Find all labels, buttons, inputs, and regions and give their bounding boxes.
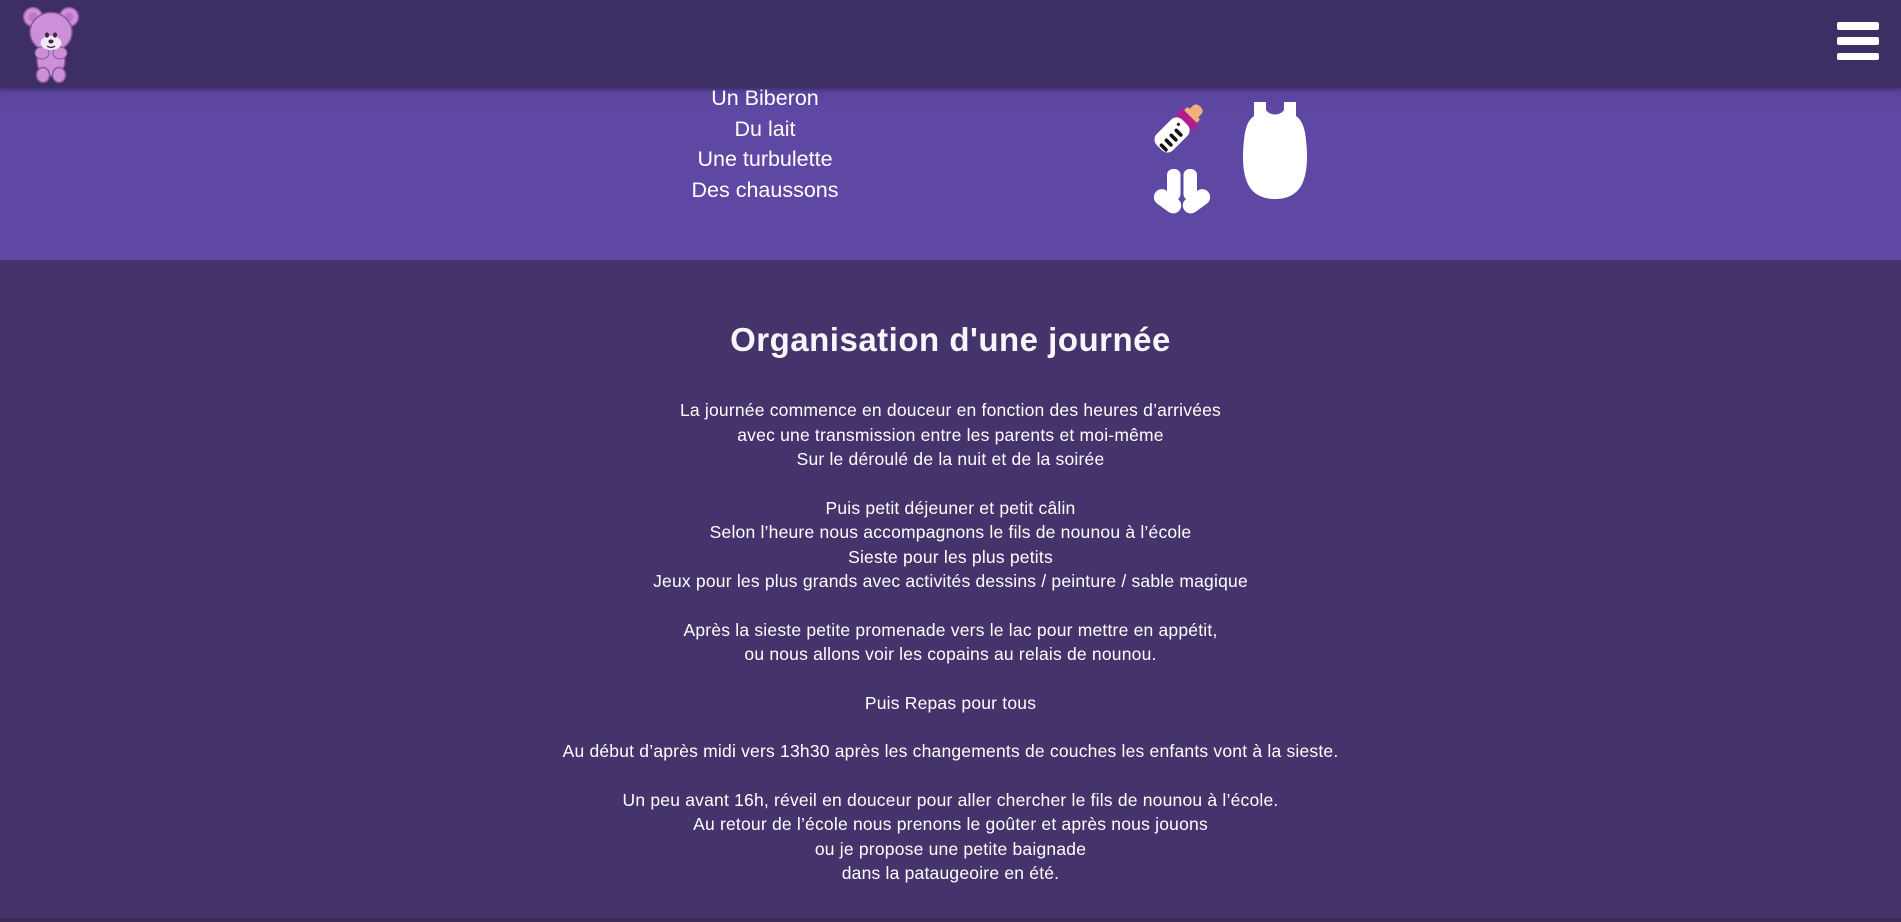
teddy-bear-icon (20, 4, 82, 84)
supplies-section (0, 88, 1901, 260)
teddy-bear-logo[interactable] (20, 4, 82, 84)
paragraph: Puis petit déjeuner et petit câlin Selon l’heure nous accompagnons le fils de nounou à l’école Sieste pour les plus petits Jeux pour les plus grands avec activités dessins / peinture / sable magique (653, 497, 1248, 591)
paragraph: Au début d’après midi vers 13h30 après les changements de couches les enfants vont à la sieste. (562, 741, 1339, 761)
list-item: Des chaussons (691, 177, 839, 202)
baby-bottle-icon (1145, 96, 1209, 165)
hamburger-menu-button[interactable] (1837, 22, 1879, 60)
hamburger-bar (1837, 53, 1879, 61)
schedule-text (0, 398, 1901, 886)
footer-edge (0, 918, 1901, 922)
paragraph: Puis Repas pour tous (864, 692, 1037, 713)
hamburger-bar (1837, 22, 1879, 30)
daily-organisation-section (0, 260, 1901, 918)
paragraph: La journée commence en douceur en fonction des heures d’arrivées avec une transmission entre les parents et moi-même Sur le déroulé de la nuit et de la soirée (679, 400, 1222, 469)
paragraph: Après la sieste petite promenade vers le lac pour mettre en appétit, ou nous allons voir les copains au relais de nounou. (683, 619, 1218, 664)
supply-list (692, 88, 839, 205)
hamburger-bar (1837, 37, 1879, 45)
paragraph: Un peu avant 16h, réveil en douceur pour aller chercher le fils de nounou à l’école. Au retour de l’école nous prenons le goûter et après nous jouons ou je propose une petite baignade dans la pataugeoire en été. (622, 789, 1279, 883)
baby-socks-icon (1150, 168, 1214, 225)
sleep-sack-icon (1242, 100, 1308, 205)
list-item: Un Biberon (711, 88, 819, 110)
list-item: Une turbulette (697, 147, 833, 171)
page-title: Organisation d'une journée (730, 321, 1171, 358)
header-bar (0, 0, 1901, 88)
list-item: Du lait (734, 116, 796, 141)
